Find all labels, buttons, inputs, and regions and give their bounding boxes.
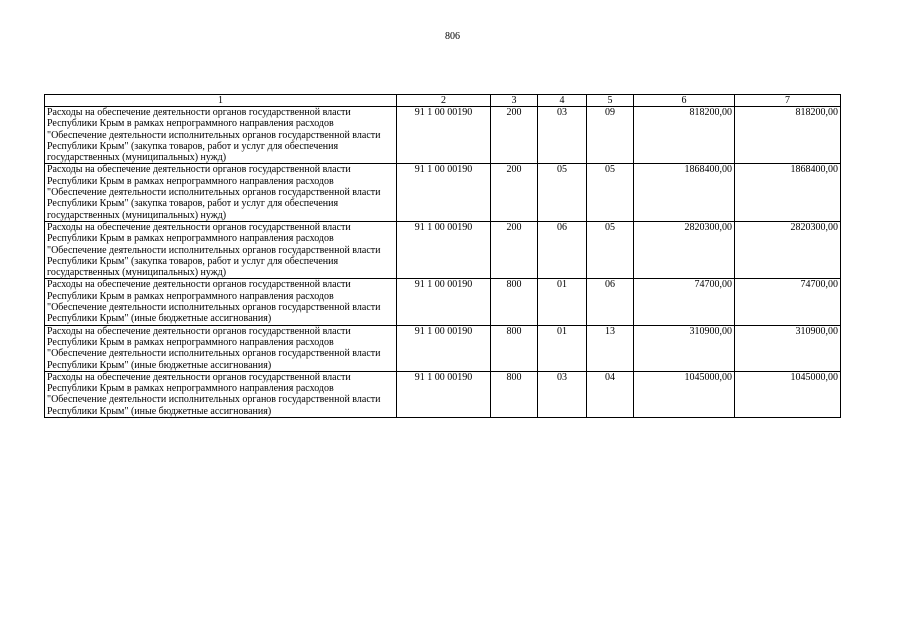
row-target-code: 91 1 00 00190 [397,371,491,417]
row-target-code: 91 1 00 00190 [397,325,491,371]
row-expense-kind: 200 [491,221,538,278]
row-amount-2: 2820300,00 [735,221,841,278]
row-amount-1: 2820300,00 [634,221,735,278]
table-row [45,221,841,278]
row-section: 03 [538,371,587,417]
row-subsection: 05 [587,164,634,221]
row-target-code: 91 1 00 00190 [397,279,491,325]
row-amount-1: 310900,00 [634,325,735,371]
row-amount-2: 74700,00 [735,279,841,325]
header-cell-7: 7 [735,95,841,107]
row-section: 05 [538,164,587,221]
header-cell-1: 1 [45,95,397,107]
header-cell-2: 2 [397,95,491,107]
table-row [45,107,841,164]
row-amount-1: 1868400,00 [634,164,735,221]
table-row [45,371,841,417]
row-subsection: 04 [587,371,634,417]
row-amount-1: 1045000,00 [634,371,735,417]
row-amount-2: 818200,00 [735,107,841,164]
header-cell-5: 5 [587,95,634,107]
row-description: Расходы на обеспечение деятельности органов государственной власти Республики Крым в рамках непрограммного направления расходов "Обеспечение деятельности исполнительных органов государственной власти Республики Крым" (иные бюджетные ассигнования) [45,279,397,325]
row-section: 06 [538,221,587,278]
row-amount-1: 74700,00 [634,279,735,325]
row-section: 01 [538,279,587,325]
row-description: Расходы на обеспечение деятельности органов государственной власти Республики Крым в рамках непрограммного направления расходов "Обеспечение деятельности исполнительных органов государственной власти Республики Крым" (иные бюджетные ассигнования) [45,371,397,417]
row-subsection: 05 [587,221,634,278]
row-target-code: 91 1 00 00190 [397,164,491,221]
row-expense-kind: 800 [491,279,538,325]
row-expense-kind: 800 [491,325,538,371]
row-description: Расходы на обеспечение деятельности органов государственной власти Республики Крым в рамках непрограммного направления расходов "Обеспечение деятельности исполнительных органов государственной власти Республики Крым" (закупка товаров, работ и услуг для обеспечения государственных (муниципальных) нужд) [45,107,397,164]
row-subsection: 13 [587,325,634,371]
table-row [45,325,841,371]
header-cell-3: 3 [491,95,538,107]
row-target-code: 91 1 00 00190 [397,221,491,278]
row-expense-kind: 200 [491,107,538,164]
page-number: 806 [445,31,460,42]
table-row [45,164,841,221]
row-target-code: 91 1 00 00190 [397,107,491,164]
row-section: 03 [538,107,587,164]
budget-table [44,94,841,418]
row-description: Расходы на обеспечение деятельности органов государственной власти Республики Крым в рамках непрограммного направления расходов "Обеспечение деятельности исполнительных органов государственной власти Республики Крым" (закупка товаров, работ и услуг для обеспечения государственных (муниципальных) нужд) [45,164,397,221]
row-description: Расходы на обеспечение деятельности органов государственной власти Республики Крым в рамках непрограммного направления расходов "Обеспечение деятельности исполнительных органов государственной власти Республики Крым" (закупка товаров, работ и услуг для обеспечения государственных (муниципальных) нужд) [45,221,397,278]
header-cell-6: 6 [634,95,735,107]
row-description: Расходы на обеспечение деятельности органов государственной власти Республики Крым в рамках непрограммного направления расходов "Обеспечение деятельности исполнительных органов государственной власти Республики Крым" (иные бюджетные ассигнования) [45,325,397,371]
row-amount-2: 310900,00 [735,325,841,371]
row-expense-kind: 800 [491,371,538,417]
row-amount-1: 818200,00 [634,107,735,164]
row-amount-2: 1868400,00 [735,164,841,221]
row-section: 01 [538,325,587,371]
header-row [45,95,841,107]
row-expense-kind: 200 [491,164,538,221]
table-row [45,279,841,325]
row-subsection: 06 [587,279,634,325]
header-cell-4: 4 [538,95,587,107]
row-amount-2: 1045000,00 [735,371,841,417]
row-subsection: 09 [587,107,634,164]
